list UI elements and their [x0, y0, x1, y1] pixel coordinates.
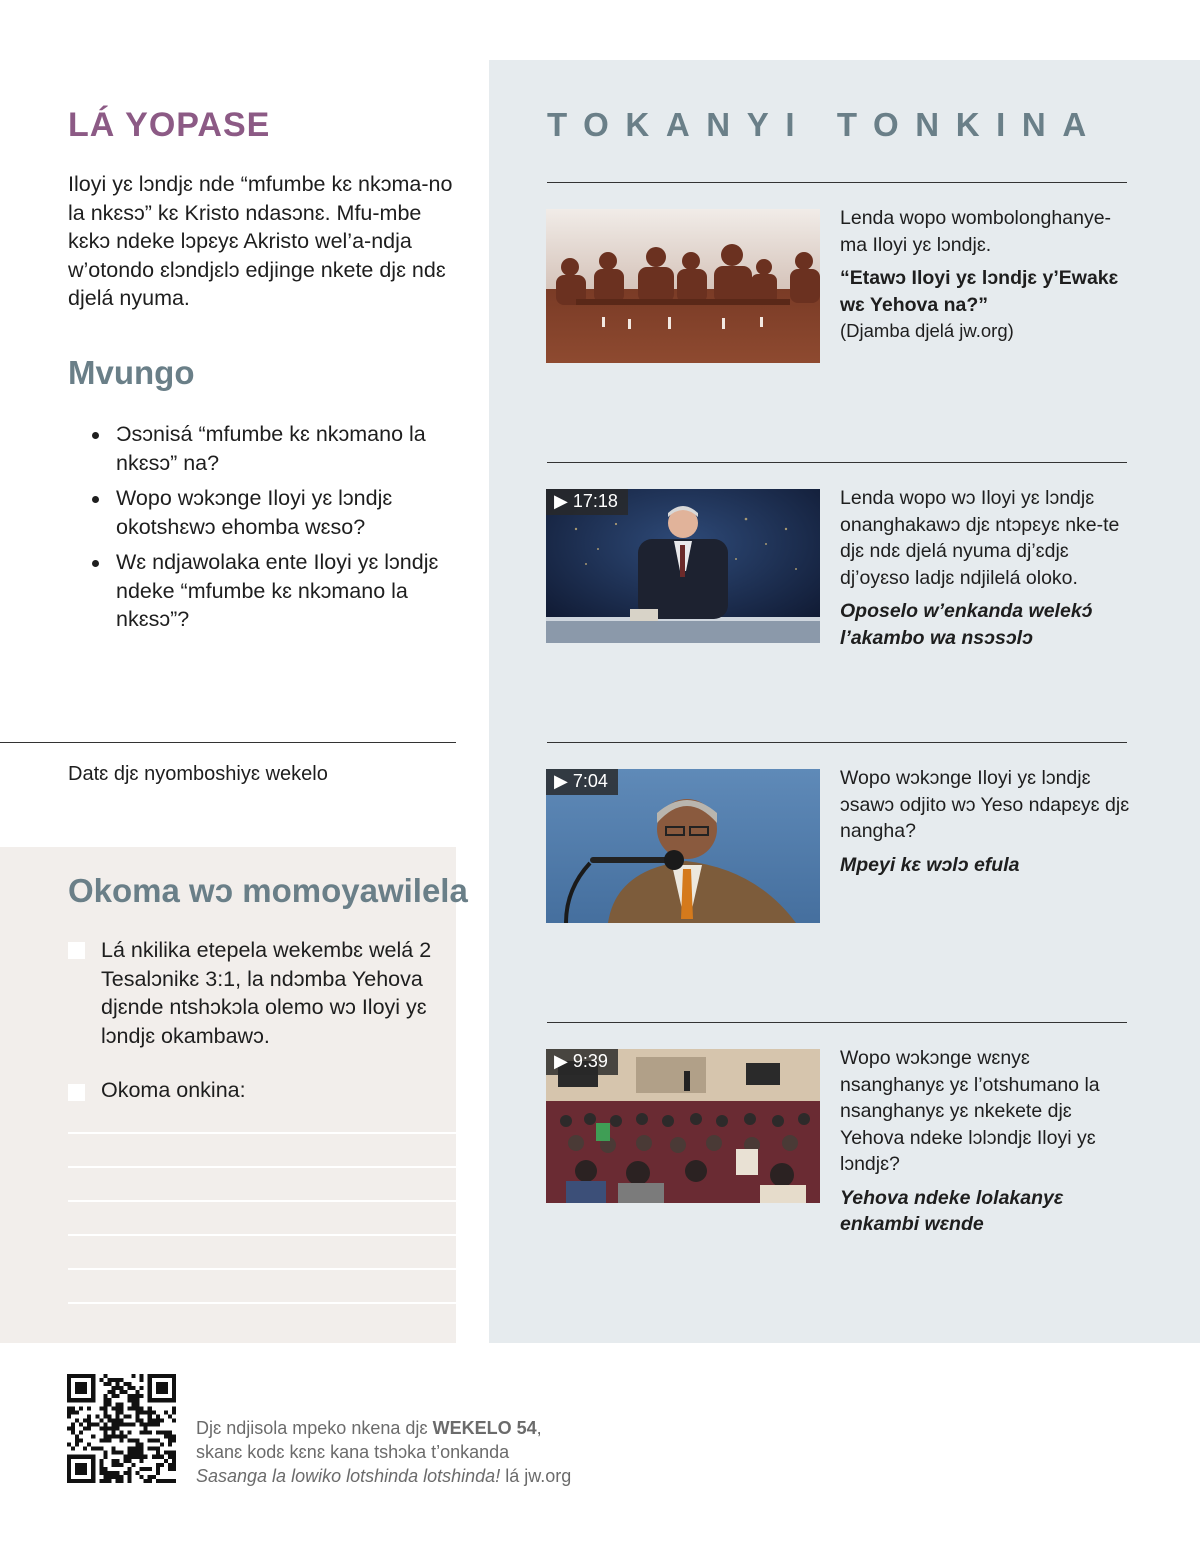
goals-heading: Okoma wɔ momoyawilela [68, 872, 468, 909]
article-title-link[interactable]: “Etawɔ Iloyi yɛ lɔndjɛ y’Ewakɛ wɛ Yehova na?” [840, 267, 1119, 316]
discussion-heading: Mvungo [68, 354, 195, 391]
bullet-icon [92, 496, 99, 503]
writing-line[interactable] [68, 1200, 456, 1202]
item-description: Lenda wopo wombolonghanye-ma Iloyi yɛ lɔndjɛ. “Etawɔ Iloyi yɛ lɔndjɛ y’Ewakɛ wɛ Yehova na?” (Djamba djelá jw.org) [840, 205, 1132, 345]
group-silhouette-meeting-image [546, 209, 820, 363]
writing-line[interactable] [68, 1302, 456, 1304]
play-icon: ▶ [554, 1051, 568, 1071]
divider [547, 462, 1127, 463]
video-duration: ▶ 7:04 [546, 769, 618, 795]
video-thumbnail[interactable] [546, 1049, 820, 1203]
play-icon: ▶ [554, 771, 568, 791]
writing-line[interactable] [68, 1132, 456, 1134]
video-title-link[interactable]: Yehova ndeke lolakanyɛ enkambi wɛnde [840, 1186, 1064, 1235]
divider [547, 742, 1127, 743]
other-goal-checkbox[interactable] [68, 1084, 85, 1101]
play-icon: ▶ [554, 491, 568, 511]
intro-paragraph: Iloyi yɛ lɔndjɛ nde “mfumbe kɛ nkɔma-no la nkɛsɔ” kɛ Kristo ndasɔnɛ. Mfu-mbe kɛkɔ ndeke lɔpɛyɛ Akristo wel’a-ndja w’otondo ɛlɔndjɛlɔ edjinge nkete djɛ ndɛ djelá nyuma. [68, 172, 453, 310]
discussion-list [92, 420, 462, 641]
bullet-icon [92, 560, 99, 567]
date-field-label[interactable]: Datɛ djɛ nyomboshiyɛ wekelo [68, 763, 328, 785]
goal-checkbox[interactable] [68, 942, 85, 959]
qr-code [67, 1374, 176, 1483]
item-description: Wopo wɔkɔnge wɛnyɛ nsanghanyɛ yɛ l’otshumano la nsanghanyɛ yɛ nkekete djɛ Yehova ndeke lɔlɔndjɛ Iloyi yɛ lɔndjɛ? Yehova ndeke lolakanyɛ enkambi wɛnde [840, 1045, 1132, 1238]
item-description: Wopo wɔkɔnge Iloyi yɛ lɔndjɛ ɔsawɔ odjito wɔ Yeso ndapɛyɛ djɛ nangha? Mpeyi kɛ wɔlɔ efula [840, 765, 1132, 878]
video-thumbnail[interactable] [546, 769, 820, 923]
video-duration: ▶ 17:18 [546, 489, 628, 515]
section-title: LÁ YOPASE [68, 106, 271, 144]
goal-text: Lá nkilika etepela wekembɛ welá 2 Tesalɔnikɛ 3:1, la ndɔmba Yehova djɛnde ntshɔkɔla olemo wɔ Iloyi yɛ lɔndjɛ okambawɔ. [101, 938, 432, 1048]
item-description: Lenda wopo wɔ Iloyi yɛ lɔndjɛ onanghakawɔ djɛ ntɔpɛyɛ nke-te djɛ ndɛ djelá nyuma dj’ɛdjɛ dj’oyɛso ladjɛ ndjilelá oloko. Oposelo w’enkanda welekɔ́ l’akambo wa nsɔsɔlɔ [840, 485, 1132, 651]
divider [547, 1022, 1127, 1023]
discussion-item: Wɛ ndjawolaka ente Iloyi yɛ lɔndjɛ ndeke “mfumbe kɛ nkɔmano la nkɛsɔ”? [92, 548, 462, 634]
qr-code-icon[interactable] [67, 1374, 176, 1483]
video-duration: ▶ 9:39 [546, 1049, 618, 1075]
discussion-item: Ɔsɔnisá “mfumbe kɛ nkɔmano la nkɛsɔ” na? [92, 420, 462, 477]
explore-more-title: TOKANYI TONKINA [547, 106, 1103, 143]
video-title-link[interactable]: Mpeyi kɛ wɔlɔ efula [840, 853, 1020, 876]
other-goal-label: Okoma onkina: [101, 1078, 246, 1102]
bullet-icon [92, 432, 99, 439]
footer-note: Djɛ ndjisola mpeko nkena djɛ WEKELO 54, skanɛ kodɛ kɛnɛ kana tshɔka t’onkanda Sasanga la lowiko lotshinda lotshinda! lá jw.org [196, 1418, 572, 1486]
video-title-link[interactable]: Oposelo w’enkanda welekɔ́ l’akambo wa nsɔsɔlɔ [840, 600, 1093, 649]
discussion-item: Wopo wɔkɔnge Iloyi yɛ lɔndjɛ okotshɛwɔ ehomba wɛso? [92, 484, 462, 541]
source-note: (Djamba djelá jw.org) [840, 320, 1014, 341]
video-thumbnail[interactable] [546, 489, 820, 643]
divider [0, 742, 456, 743]
article-thumbnail[interactable] [546, 209, 820, 363]
publication-title: Sasanga la lowiko lotshinda lotshinda! [196, 1466, 501, 1486]
writing-line[interactable] [68, 1234, 456, 1236]
divider [547, 182, 1127, 183]
writing-line[interactable] [68, 1166, 456, 1168]
writing-line[interactable] [68, 1268, 456, 1270]
